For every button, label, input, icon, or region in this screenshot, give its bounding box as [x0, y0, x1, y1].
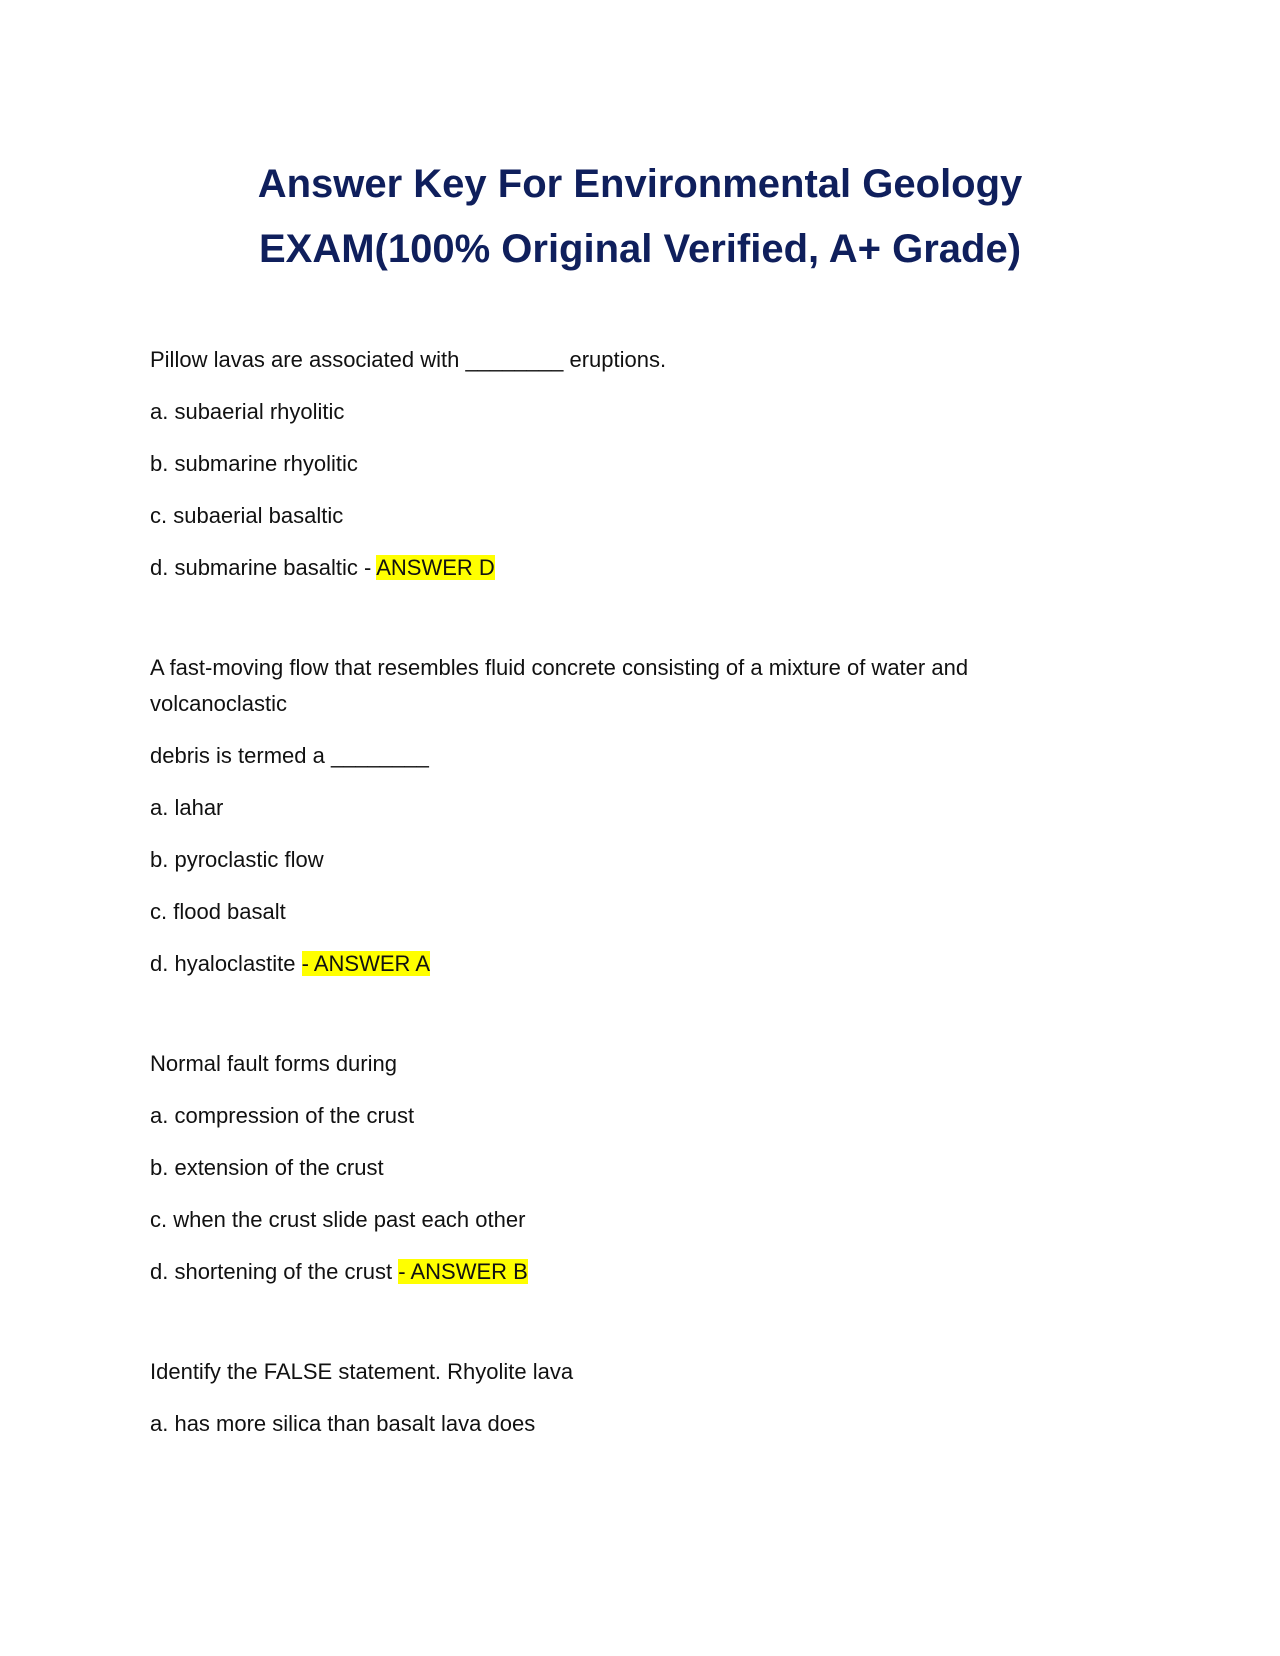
answer-highlight: ANSWER D: [376, 555, 495, 580]
option-d: [150, 950, 1070, 978]
question-block: [150, 346, 1070, 582]
question-text-line-2: volcanoclastic: [150, 691, 287, 716]
title-line-2: EXAM(100% Original Verified, A+ Grade): [258, 227, 1022, 271]
option-d: [150, 554, 1070, 582]
option-d-text: d. shortening of the crust: [150, 1259, 399, 1284]
option-c: c. when the crust slide past each other: [150, 1207, 526, 1232]
option-b: b. submarine rhyolitic: [150, 451, 358, 476]
option-d-text: d. hyaloclastite: [150, 951, 302, 976]
question-text: Pillow lavas are associated with ________ eruptions.: [150, 347, 667, 372]
question-text: Normal fault forms during: [150, 1051, 397, 1076]
question-block: [150, 1358, 1070, 1438]
option-a: a. subaerial rhyolitic: [150, 399, 345, 424]
question-text: Identify the FALSE statement. Rhyolite lava: [150, 1359, 574, 1384]
question-text-line-3: debris is termed a ________: [150, 743, 429, 768]
document-title: [0, 152, 1280, 282]
option-a: a. lahar: [150, 795, 224, 820]
option-a: a. compression of the crust: [150, 1103, 415, 1128]
question-list: [150, 346, 1070, 1438]
title-line-1: Answer Key For Environmental Geology: [257, 162, 1023, 206]
option-a: a. has more silica than basalt lava does: [150, 1411, 536, 1436]
option-c: c. subaerial basaltic: [150, 503, 344, 528]
question-block: [150, 1050, 1070, 1286]
option-b: b. extension of the crust: [150, 1155, 384, 1180]
answer-highlight: - ANSWER B: [398, 1259, 528, 1284]
option-d: [150, 1258, 1070, 1286]
option-d-text: d. submarine basaltic -: [150, 555, 377, 580]
question-text-line-1: A fast-moving flow that resembles fluid concrete consisting of a mixture of water and: [150, 655, 969, 680]
option-b: b. pyroclastic flow: [150, 847, 324, 872]
option-c: c. flood basalt: [150, 899, 286, 924]
answer-highlight: - ANSWER A: [301, 951, 430, 976]
question-block: [150, 654, 1070, 978]
